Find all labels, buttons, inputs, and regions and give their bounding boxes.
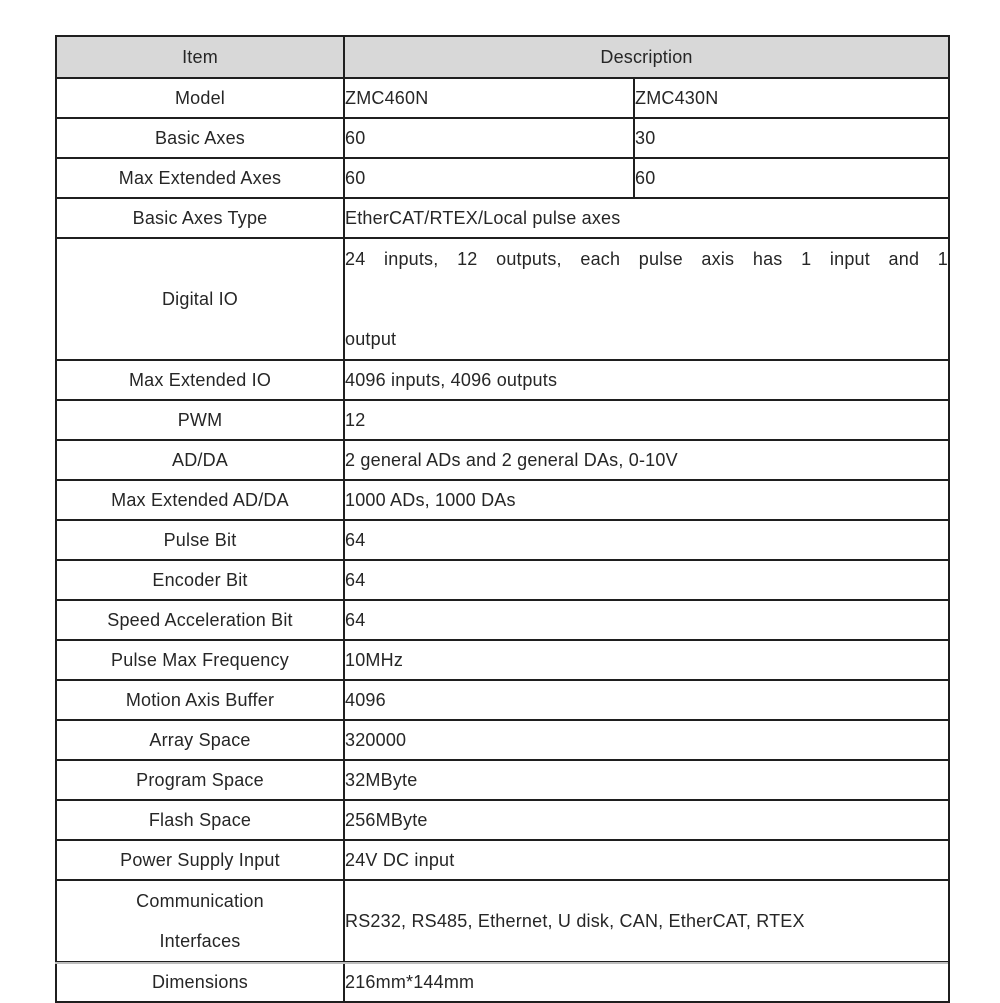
item-label: Motion Axis Buffer <box>125 689 275 710</box>
description-cell <box>344 880 949 962</box>
table-row <box>56 880 949 962</box>
description-cell <box>634 118 949 158</box>
table-row <box>56 800 949 840</box>
item-label: Max Extended Axes <box>118 167 282 188</box>
description-text: 256MByte <box>345 809 428 830</box>
description-text: 10MHz <box>345 649 404 670</box>
description-text: 320000 <box>345 729 407 750</box>
description-cell <box>344 640 949 680</box>
description-cell <box>344 520 949 560</box>
item-cell <box>56 680 344 720</box>
table-row <box>56 238 949 360</box>
table-row <box>56 198 949 238</box>
table-row <box>56 158 949 198</box>
description-text: 24 inputs, 12 outputs, each pulse axis has 1 input and 1 <box>345 249 948 269</box>
description-cell <box>634 78 949 118</box>
description-text: 2 general ADs and 2 general DAs, 0-10V <box>345 449 678 470</box>
description-text: 216mm*144mm <box>345 971 475 992</box>
table-row <box>56 760 949 800</box>
header-cell-item: Item <box>56 36 344 78</box>
table-row <box>56 720 949 760</box>
spec-table-body <box>56 78 949 1002</box>
item-label: Digital IO <box>161 289 239 309</box>
item-label: Pulse Max Frequency <box>111 649 289 670</box>
item-label: Speed Acceleration Bit <box>107 609 293 630</box>
description-cell <box>344 600 949 640</box>
description-text: 30 <box>635 127 656 148</box>
description-text: 12 <box>345 409 366 430</box>
cropped-next-row-edge <box>55 962 948 964</box>
item-cell <box>56 800 344 840</box>
item-label: Flash Space <box>148 809 252 830</box>
description-cell <box>344 800 949 840</box>
item-cell <box>56 198 344 238</box>
table-row <box>56 560 949 600</box>
description-cell <box>344 560 949 600</box>
description-text: 32MByte <box>345 769 418 790</box>
item-label: Basic Axes Type <box>132 207 268 228</box>
table-row <box>56 118 949 158</box>
item-cell <box>56 600 344 640</box>
description-cell <box>344 840 949 880</box>
description-text: 1000 ADs, 1000 DAs <box>345 489 516 510</box>
item-label: Model <box>174 87 226 108</box>
table-row <box>56 962 949 1002</box>
item-cell <box>56 360 344 400</box>
description-cell <box>344 198 949 238</box>
spec-table <box>55 35 950 1003</box>
table-row <box>56 680 949 720</box>
description-text: 24V DC input <box>345 849 455 870</box>
item-cell <box>56 520 344 560</box>
item-label: Array Space <box>149 729 251 750</box>
item-label: Max Extended AD/DA <box>111 489 289 510</box>
description-cell <box>344 118 634 158</box>
description-cell <box>344 480 949 520</box>
item-cell <box>56 238 344 360</box>
table-row <box>56 78 949 118</box>
description-text: ZMC430N <box>635 87 719 108</box>
table-row <box>56 440 949 480</box>
description-text: 64 <box>345 609 366 630</box>
item-cell <box>56 78 344 118</box>
description-text: 60 <box>345 127 366 148</box>
table-row <box>56 600 949 640</box>
item-label: Communication <box>136 891 264 911</box>
table-row <box>56 400 949 440</box>
item-label: AD/DA <box>171 449 228 470</box>
description-cell <box>344 962 949 1002</box>
description-text: 64 <box>345 569 366 590</box>
header-cell-description: Description <box>344 36 949 78</box>
description-cell <box>344 238 949 360</box>
item-cell <box>56 640 344 680</box>
description-text: output <box>345 329 397 349</box>
item-cell <box>56 560 344 600</box>
item-label: Max Extended IO <box>128 369 272 390</box>
spec-table-container <box>55 35 948 1003</box>
description-cell <box>344 680 949 720</box>
description-text: ZMC460N <box>345 87 429 108</box>
description-text: RS232, RS485, Ethernet, U disk, CAN, EtherCAT, RTEX <box>345 911 805 931</box>
description-text: EtherCAT/RTEX/Local pulse axes <box>345 207 621 228</box>
item-cell <box>56 720 344 760</box>
description-cell <box>344 400 949 440</box>
description-cell <box>634 158 949 198</box>
description-text: 60 <box>635 167 656 188</box>
item-label: Basic Axes <box>154 127 246 148</box>
item-cell <box>56 400 344 440</box>
description-text: 4096 inputs, 4096 outputs <box>345 369 558 390</box>
table-row <box>56 480 949 520</box>
item-label: Interfaces <box>159 931 241 951</box>
description-cell <box>344 78 634 118</box>
item-cell <box>56 962 344 1002</box>
table-row <box>56 840 949 880</box>
description-cell <box>344 158 634 198</box>
item-cell <box>56 480 344 520</box>
description-cell <box>344 360 949 400</box>
item-label: PWM <box>177 409 223 430</box>
item-cell <box>56 880 344 962</box>
table-row <box>56 360 949 400</box>
item-cell <box>56 158 344 198</box>
item-label: Dimensions <box>151 971 249 992</box>
description-cell <box>344 720 949 760</box>
item-label: Program Space <box>136 769 264 790</box>
item-label: Pulse Bit <box>163 529 237 550</box>
item-cell <box>56 760 344 800</box>
description-cell <box>344 760 949 800</box>
item-label: Encoder Bit <box>152 569 248 590</box>
item-cell <box>56 118 344 158</box>
item-label: Power Supply Input <box>120 849 280 870</box>
description-text: 60 <box>345 167 366 188</box>
description-text: 4096 <box>345 689 386 710</box>
item-cell <box>56 440 344 480</box>
table-row <box>56 640 949 680</box>
description-cell <box>344 440 949 480</box>
description-text: 64 <box>345 529 366 550</box>
item-cell <box>56 840 344 880</box>
table-row <box>56 520 949 560</box>
table-header-row <box>56 36 949 78</box>
